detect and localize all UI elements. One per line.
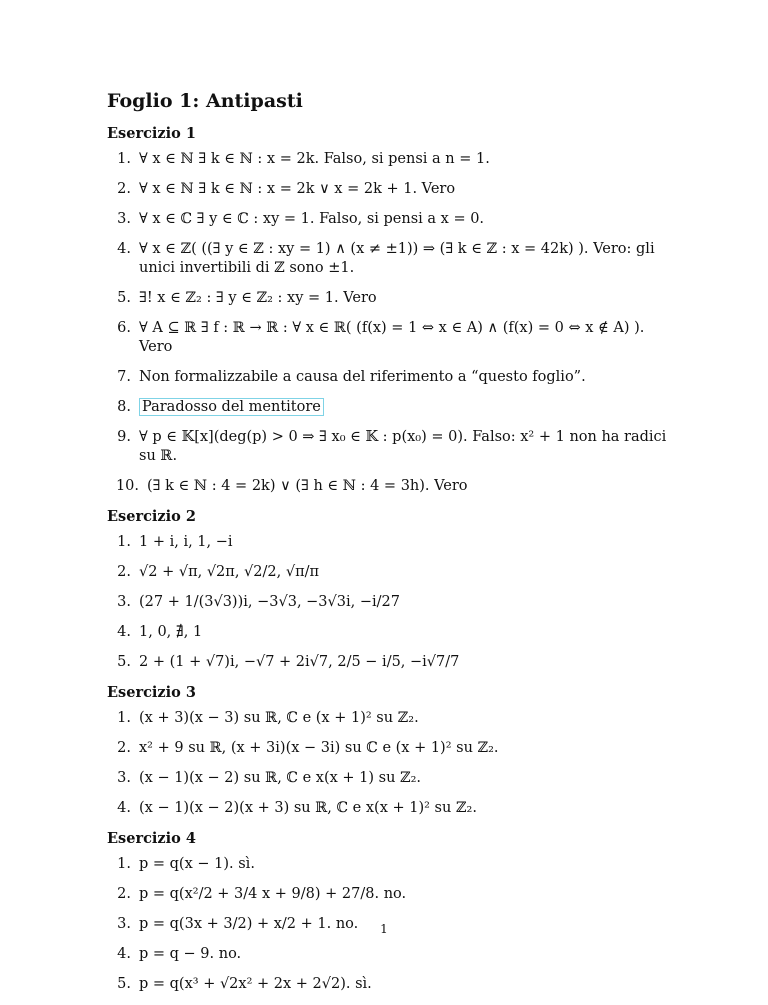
item-text: p = q(x²/2 + 3/4 x + 9/8) + 27/8. no. [139,886,407,902]
item-number: 3. [117,594,131,610]
list-item [107,769,667,788]
list-item [107,398,667,417]
exercise-heading: Esercizio 2 [107,508,196,525]
item-text: √2 + √π, √2π, √2/2, √π/π [139,564,320,580]
list-item [107,240,667,278]
exercise-list [107,150,667,496]
item-number: 4. [117,241,131,257]
item-text: (x − 1)(x − 2)(x + 3) su ℝ, ℂ e x(x + 1)² su ℤ₂. [139,800,477,816]
item-text: p = q − 9. no. [139,946,242,962]
item-number: 3. [117,916,131,932]
item-number: 2. [117,886,131,902]
item-number: 5. [117,654,131,670]
exercise-heading: Esercizio 3 [107,684,196,701]
item-number: 1. [117,856,131,872]
list-item [107,653,667,672]
item-text: p = q(3x + 3/2) + x/2 + 1. no. [139,916,359,932]
item-text: ∀ p ∈ 𝕂[x](deg(p) > 0 ⇒ ∃ x₀ ∈ 𝕂 : p(x₀) = 0). Falso: x² + 1 non ha radici su ℝ. [139,429,667,464]
item-text: (x − 1)(x − 2) su ℝ, ℂ e x(x + 1) su ℤ₂. [139,770,422,786]
item-number: 2. [117,740,131,756]
item-text: ∀ A ⊆ ℝ ∃ f : ℝ → ℝ : ∀ x ∈ ℝ( (f(x) = 1 ⇔ x ∈ A) ∧ (f(x) = 0 ⇔ x ∉ A) ). Vero [139,320,645,355]
item-number: 2. [117,181,131,197]
list-item [107,150,667,169]
item-number: 8. [117,399,131,415]
item-number: 3. [117,211,131,227]
list-item [107,477,667,496]
list-item [107,975,667,994]
item-number: 1. [117,534,131,550]
item-text: p = q(x − 1). sì. [139,856,255,872]
item-number: 5. [117,290,131,306]
item-text: 2 + (1 + √7)i, −√7 + 2i√7, 2/5 − i/5, −i√7/7 [139,654,460,670]
item-text: 1 + i, i, 1, −i [139,534,233,550]
item-number: 9. [117,429,131,445]
list-item [107,210,667,229]
item-number: 3. [117,770,131,786]
item-number: 5. [117,976,131,992]
item-number: 1. [117,710,131,726]
list-item [107,533,667,552]
exercise-heading: Esercizio 4 [107,830,196,847]
item-text: ∀ x ∈ ℕ ∃ k ∈ ℕ : x = 2k. Falso, si pensi a n = 1. [139,151,490,167]
list-item [107,739,667,758]
list-item [107,623,667,642]
list-item [107,855,667,874]
item-text: Non formalizzabile a causa del riferimento a “questo foglio”. [139,369,586,385]
item-number: 4. [117,800,131,816]
item-number: 6. [117,320,131,336]
item-text: (x + 3)(x − 3) su ℝ, ℂ e (x + 1)² su ℤ₂. [139,710,419,726]
list-item [107,709,667,728]
list-item [107,945,667,964]
item-link[interactable]: Paradosso del mentitore [139,398,324,416]
item-number: 2. [117,564,131,580]
item-text: (27 + 1/(3√3))i, −3√3, −3√3i, −i/27 [139,594,400,610]
list-item [107,180,667,199]
item-number: 1. [117,151,131,167]
list-item [107,799,667,818]
item-text: 1, 0, ∄, 1 [139,624,203,640]
exercise-heading: Esercizio 1 [107,125,196,142]
list-item [107,593,667,612]
item-text: ∃! x ∈ ℤ₂ : ∃ y ∈ ℤ₂ : xy = 1. Vero [139,290,377,306]
item-text: ∀ x ∈ ℕ ∃ k ∈ ℕ : x = 2k ∨ x = 2k + 1. Vero [139,181,456,197]
list-item [107,319,667,357]
page-number: 1 [380,922,388,936]
item-number: 7. [117,369,131,385]
document-page [107,90,667,1005]
item-text: ∀ x ∈ ℤ( ((∃ y ∈ ℤ : xy = 1) ∧ (x ≠ ±1)) ⇒ (∃ k ∈ ℤ : x = 42k) ). Vero: gli unici invertibili di ℤ sono ±1. [139,241,655,276]
item-text: (∃ k ∈ ℕ : 4 = 2k) ∨ (∃ h ∈ ℕ : 4 = 3h). Vero [147,478,468,494]
item-number: 4. [117,624,131,640]
sections-container [107,125,667,994]
exercise-list [107,533,667,672]
item-number: 10. [115,478,139,494]
item-text: x² + 9 su ℝ, (x + 3i)(x − 3i) su ℂ e (x + 1)² su ℤ₂. [139,740,499,756]
item-text: ∀ x ∈ ℂ ∃ y ∈ ℂ : xy = 1. Falso, si pensi a x = 0. [139,211,485,227]
exercise-list [107,709,667,818]
item-text: p = q(x³ + √2x² + 2x + 2√2). sì. [139,976,372,992]
list-item [107,885,667,904]
list-item [107,289,667,308]
list-item [107,563,667,582]
item-number: 4. [117,946,131,962]
page-title: Foglio 1: Antipasti [107,90,303,112]
list-item [107,428,667,466]
list-item [107,368,667,387]
